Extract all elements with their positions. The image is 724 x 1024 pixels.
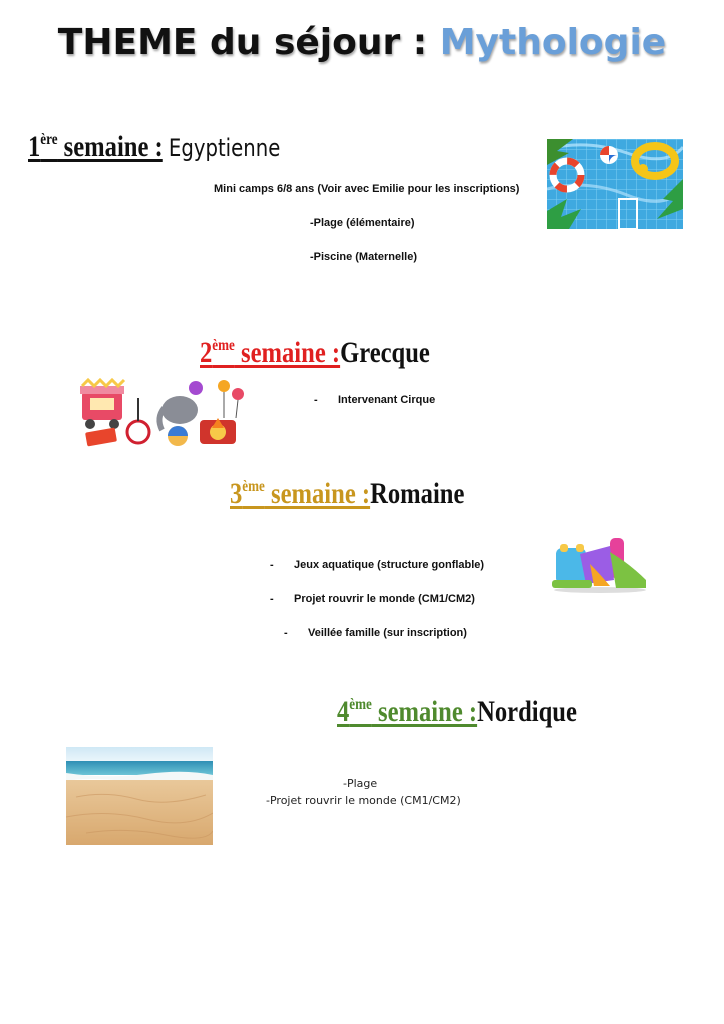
pool-icon [547, 139, 683, 229]
week-2-name: Grecque [340, 336, 430, 369]
week-2-label: semaine : [234, 336, 341, 369]
week-3-sup: ème [242, 478, 265, 495]
week-2-dash: - [314, 394, 318, 406]
week-3-item-3-text: Veillée famille (sur inscription) [308, 627, 467, 639]
week-2-sup: ème [212, 337, 235, 354]
week-1-item-3: -Piscine (Maternelle) [310, 251, 417, 263]
week-4-sup: ème [349, 696, 372, 713]
week-1-sup: ère [40, 131, 58, 148]
week-2-item-text: Intervenant Cirque [338, 394, 436, 406]
week-1-name: Egyptienne [168, 134, 281, 162]
week-4-item-1: -Plage [343, 777, 378, 790]
circus-icon [78, 378, 250, 448]
week-4-name: Nordique [477, 695, 577, 728]
title-prefix: THEME du séjour : [57, 22, 428, 63]
week-4-label: semaine : [371, 695, 478, 728]
week-3-item-1-text: Jeux aquatique (structure gonflable) [294, 559, 485, 571]
week-3-item-3: - Veillée famille (sur inscription) [284, 627, 467, 639]
week-4-heading [337, 695, 577, 729]
week-3-heading [230, 477, 464, 511]
week-3-name: Romaine [370, 477, 465, 510]
week-3-item-2-text: Projet rouvrir le monde (CM1/CM2) [294, 593, 475, 605]
week-2-item [314, 394, 435, 406]
week-4-item-2: -Projet rouvrir le monde (CM1/CM2) [266, 794, 461, 807]
page-title [0, 22, 724, 63]
week-3-item-1: - Jeux aquatique (structure gonflable) [270, 559, 485, 571]
week-1-heading [28, 130, 280, 164]
week-3-num: 3 [230, 477, 243, 510]
week-4-num: 4 [337, 695, 350, 728]
week-2-num: 2 [200, 336, 213, 369]
week-3-item-2: - Projet rouvrir le monde (CM1/CM2) [270, 593, 475, 605]
beach-icon [66, 747, 213, 845]
week-1-item-1: Mini camps 6/8 ans (Voir avec Emilie pour les inscriptions) [214, 183, 520, 195]
week-1-label: semaine : [57, 130, 163, 163]
week-3-label: semaine : [264, 477, 371, 510]
title-accent: Mythologie [439, 22, 667, 63]
week-2-heading [200, 336, 430, 370]
week-1-item-2: -Plage (élémentaire) [310, 217, 415, 229]
inflatable-slide-icon [550, 534, 650, 594]
week-1-num: 1 [28, 130, 41, 163]
